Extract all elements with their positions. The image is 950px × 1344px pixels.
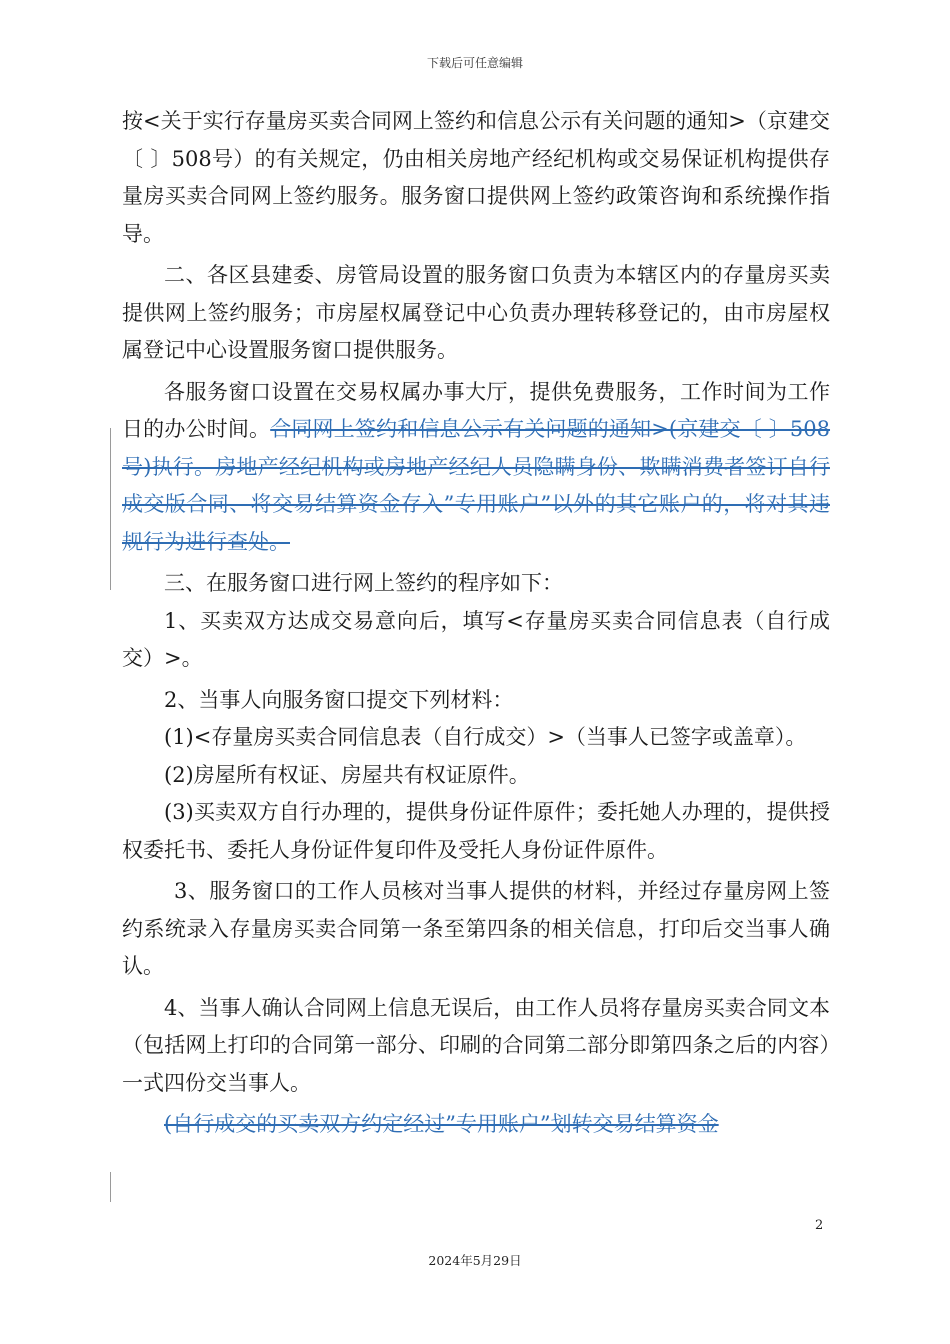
list-item: (1)<存量房买卖合同信息表（自行成交）>（当事人已签字或盖章）。 xyxy=(164,725,807,749)
paragraph: 二、各区县建委、房管局设置的服务窗口负责为本辖区内的存量房买卖提供网上签约服务；市房屋权属登记中心负责办理转移登记的，由市房屋权属登记中心设置服务窗口提供服务。 xyxy=(122,263,830,362)
document-body xyxy=(122,103,830,1144)
list-item: (2)房屋所有权证、房屋共有权证原件。 xyxy=(164,762,530,787)
revision-change-bar xyxy=(110,428,111,590)
revision-change-bar xyxy=(110,1172,111,1202)
page-footer-date: 2024年5月29日 xyxy=(428,1253,522,1268)
section-heading: 三、在服务窗口进行网上签约的程序如下： xyxy=(164,571,563,595)
page-header: 下载后可任意编辑 xyxy=(426,56,523,70)
paragraph: 2、当事人向服务窗口提交下列材料： xyxy=(164,687,514,712)
list-item: (3)买卖双方自行办理的，提供身份证件原件；委托她人办理的，提供授权委托书、委托人身份证件复印件及受托人身份证件原件。 xyxy=(122,800,830,862)
paragraph-with-deletion xyxy=(122,374,830,562)
paragraph-deleted xyxy=(122,1106,830,1144)
deleted-revision-text: 合同网上签约和信息公示有关问题的通知>(京建交〔 〕508号)执行。房地产经纪机构或房地产经纪人员隐瞒身份、欺瞒消费者签订自行成交版合同、将交易结算资金存入”专用账户”以外的其它账户的，将对其违规行为进行查处。 xyxy=(122,417,831,554)
deleted-revision-text: (自行成交的买卖双方约定经过”专用账户”划转交易结算资金 xyxy=(164,1112,719,1136)
paragraph: 按<关于实行存量房买卖合同网上签约和信息公示有关问题的通知>（京建交〔 〕508号）的有关规定，仍由相关房地产经纪机构或交易保证机构提供存量房买卖合同网上签约服务。服务窗口提供网上签约政策咨询和系统操作指导。 xyxy=(122,109,830,246)
paragraph: 3、服务窗口的工作人员核对当事人提供的材料，并经过存量房网上签约系统录入存量房买卖合同第一条至第四条的相关信息，打印后交当事人确认。 xyxy=(122,879,830,978)
page-number: 2 xyxy=(815,1218,824,1233)
paragraph: 1、买卖双方达成交易意向后，填写<存量房买卖合同信息表（自行成交）>。 xyxy=(122,608,830,670)
paragraph-text: 各服务窗口设置在交易权属办事大厅，提供免费服务，工作时间为工作日的办公时间。 xyxy=(122,379,830,441)
paragraph: 4、当事人确认合同网上信息无误后，由工作人员将存量房买卖合同文本（包括网上打印的合同第一部分、印刷的合同第二部分即第四条之后的内容）一式四份交当事人。 xyxy=(122,995,830,1095)
